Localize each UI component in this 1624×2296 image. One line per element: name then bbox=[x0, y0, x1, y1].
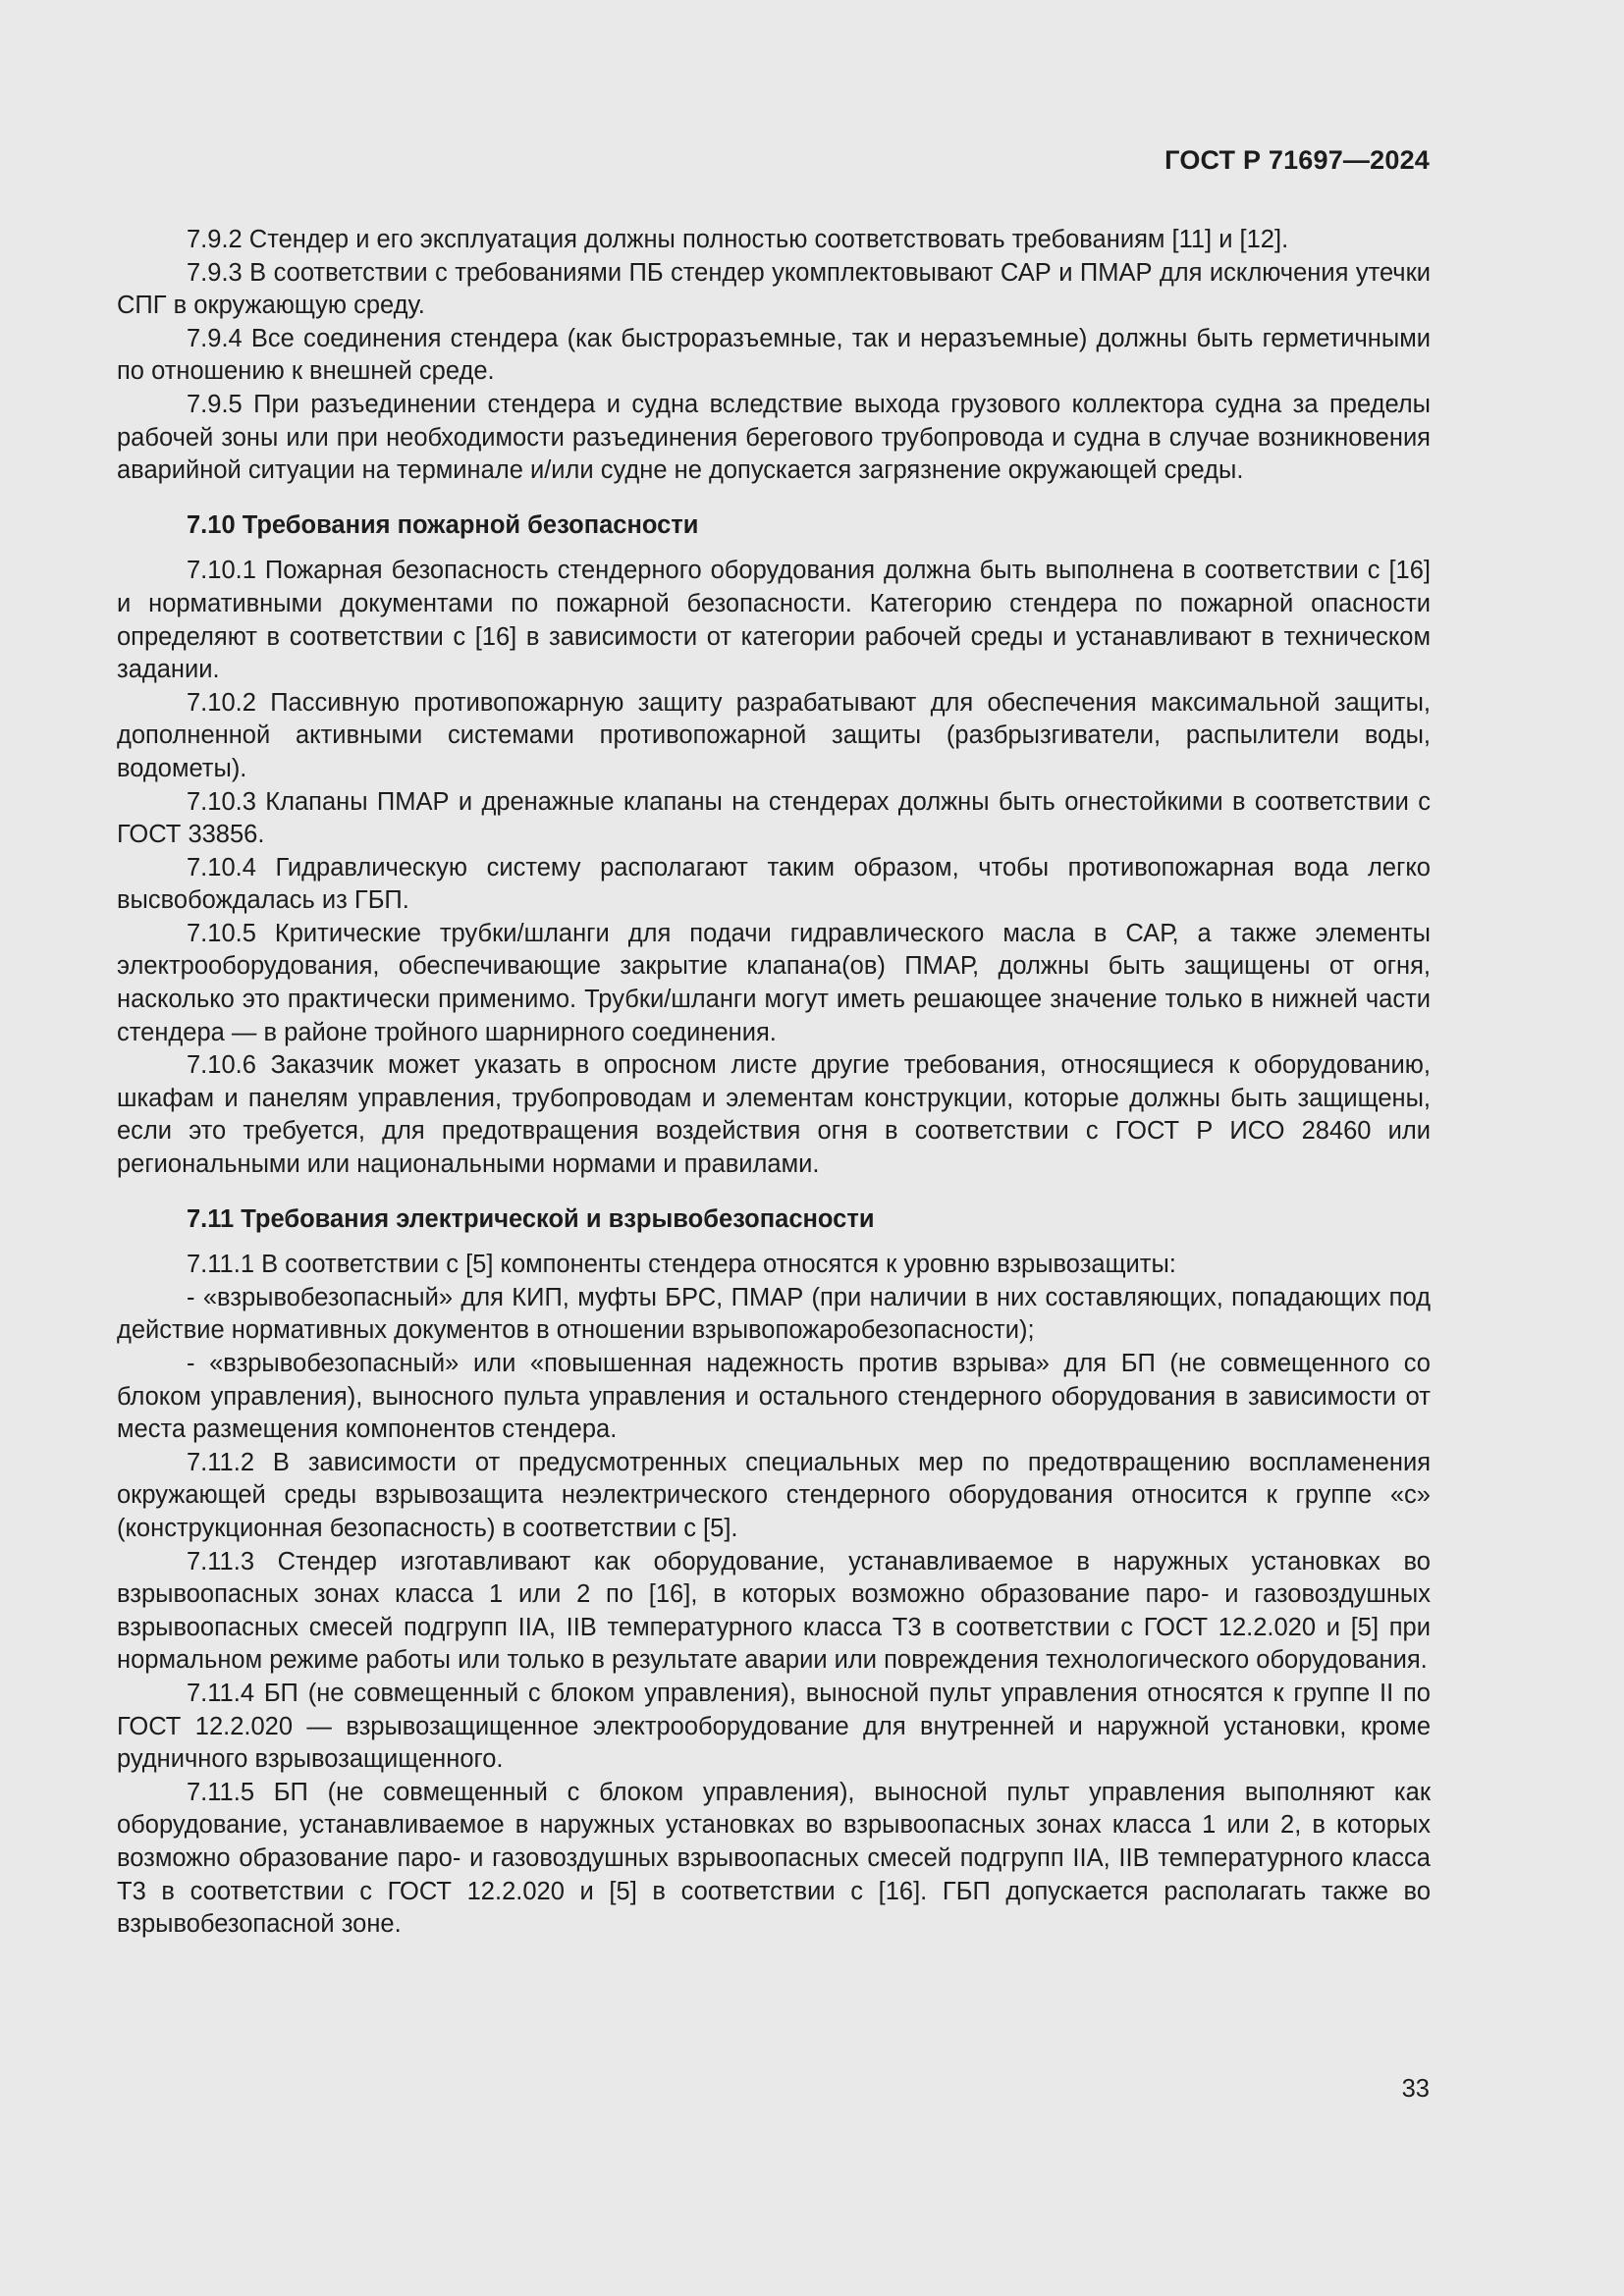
page-number: 33 bbox=[1401, 2075, 1430, 2103]
paragraph-7-11-5: 7.11.5 БП (не совмещенный с блоком управления), выносной пульт управления выполняют как оборудование, устанавливаемое в наружных установках во взрывоопасных зонах класса 1 или 2, в которых возможно образование паро- и газовоздушных взрывоопасных смесей подгрупп IIA, IIB температурного класса Т3 в соответствии с ГОСТ 12.2.020 и [5] в соответствии с [16]. ГБП допускается располагать также во взрывобезопасной зоне. bbox=[117, 1778, 1431, 1939]
paragraph-7-11-3: 7.11.3 Стендер изготавливают как оборудование, устанавливаемое в наружных установках во взрывоопасных зонах класса 1 или 2 по [16], в которых возможно образование паро- и газовоздушных взрывоопасных смесей подгрупп IIA, IIB температурного класса Т3 в соответствии с ГОСТ 12.2.020 и [5] при нормальном режиме работы или только в результате аварии или повреждения технологического оборудования. bbox=[117, 1547, 1431, 1675]
paragraph-7-9-2: 7.9.2 Стендер и его эксплуатация должны полностью соответствовать требованиям [11] и [12]. bbox=[187, 226, 1289, 253]
list-item-explosion-safe: - «взрывобезопасный» для КИП, муфты БРС, ПМАР (при наличии в них составляющих, попадающих под действие нормативных документов в отношении взрывопожаробезопасности); bbox=[117, 1283, 1431, 1345]
paragraph-7-11-2: 7.11.2 В зависимости от предусмотренных специальных мер по предотвращению воспламенения окружающей среды взрывозащита неэлектрического стендерного оборудования относится к группе «с» (конструкционная безопасность) в соответствии с [5]. bbox=[117, 1448, 1431, 1542]
paragraph-7-11-1: 7.11.1 В соответствии с [5] компоненты стендера относятся к уровню взрывозащиты: bbox=[187, 1251, 1176, 1279]
paragraph-7-10-1: 7.10.1 Пожарная безопасность стендерного оборудования должна быть выполнена в соответствии с [16] и нормативными документами по пожарной безопасности. Категорию стендера по пожарной опасности определяют в соответствии с [16] в зависимости от категории рабочей среды и устанавливают в техническом задании. bbox=[117, 557, 1431, 684]
section-heading-7-11: 7.11 Требования электрической и взрывобезопасности bbox=[187, 1204, 875, 1233]
paragraph-7-10-3: 7.10.3 Клапаны ПМАР и дренажные клапаны на стендерах должны быть огнестойкими в соответствии с ГОСТ 33856. bbox=[117, 787, 1431, 849]
paragraph-7-10-5: 7.10.5 Критические трубки/шланги для подачи гидравлического масла в САР, а также элементы электрооборудования, обеспечивающие закрытие клапана(ов) ПМАР, должны быть защищены от огня, насколько это практически применимо. Трубки/шланги могут иметь решающее значение только в нижней части стендера — в районе тройного шарнирного соединения. bbox=[117, 919, 1431, 1046]
document-header: ГОСТ Р 71697—2024 bbox=[1164, 145, 1430, 175]
paragraph-7-10-6: 7.10.6 Заказчик может указать в опросном листе другие требования, относящиеся к оборудованию, шкафам и панелям управления, трубопроводам и элементам конструкции, которые должны быть защищены, если это требуется, для предотвращения воздействия огня в соответствии с ГОСТ Р ИСО 28460 или региональными или национальными нормами и правилами. bbox=[117, 1051, 1431, 1179]
list-item-increased-reliability: - «взрывобезопасный» или «повышенная надежность против взрыва» для БП (не совмещенного со блоком управления), выносного пульта управления и остального стендерного оборудования в зависимости от места размещения компонентов стендера. bbox=[117, 1350, 1431, 1444]
document-body bbox=[117, 224, 1431, 1942]
paragraph-7-9-4: 7.9.4 Все соединения стендера (как быстроразъемные, так и неразъемные) должны быть герметичными по отношению к внешней среде. bbox=[117, 324, 1431, 386]
paragraph-7-10-2: 7.10.2 Пассивную противопожарную защиту разрабатывают для обеспечения максимальной защиты, дополненной активными системами противопожарной защиты (разбрызгиватели, распылители воды, водометы). bbox=[117, 688, 1431, 782]
paragraph-7-11-4: 7.11.4 БП (не совмещенный с блоком управления), выносной пульт управления относятся к группе II по ГОСТ 12.2.020 — взрывозащищенное электрооборудование для внутренней и наружной установки, кроме рудничного взрывозащищенного. bbox=[117, 1679, 1431, 1774]
paragraph-7-10-4: 7.10.4 Гидравлическую систему располагают таким образом, чтобы противопожарная вода легко высвобождалась из ГБП. bbox=[117, 853, 1431, 915]
paragraph-7-9-3: 7.9.3 В соответствии с требованиями ПБ стендер укомплектовывают САР и ПМАР для исключения утечки СПГ в окружающую среду. bbox=[117, 258, 1431, 320]
paragraph-7-9-5: 7.9.5 При разъединении стендера и судна вследствие выхода грузового коллектора судна за пределы рабочей зоны или при необходимости разъединения берегового трубопровода и судна в случае возникновения аварийной ситуации на терминале и/или судне не допускается загрязнение окружающей среды. bbox=[117, 390, 1431, 485]
section-heading-7-10: 7.10 Требования пожарной безопасности bbox=[187, 510, 699, 539]
